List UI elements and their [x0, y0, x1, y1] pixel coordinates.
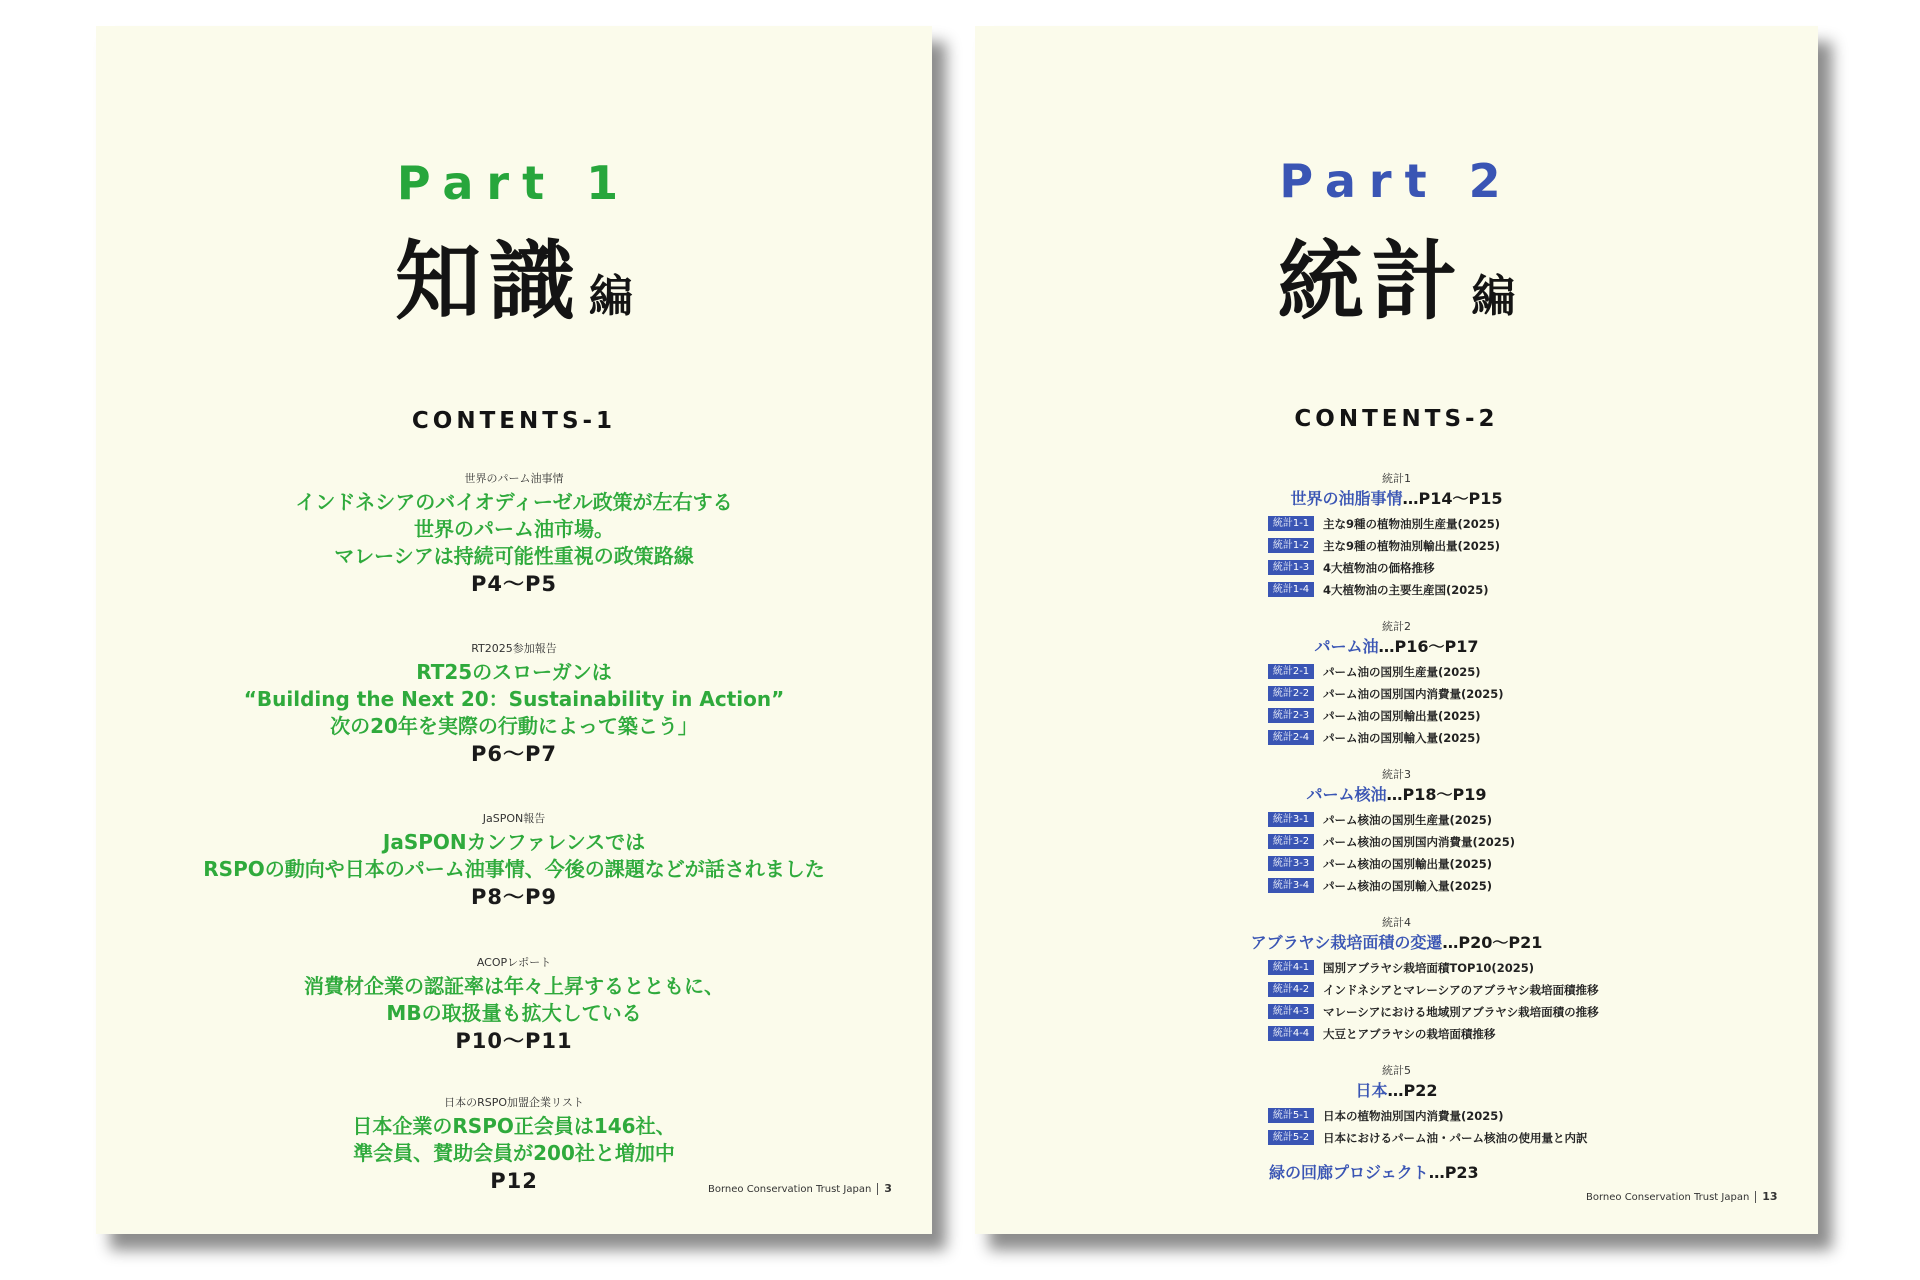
title-suffix: 編 [589, 271, 633, 322]
section-heading-pages: …P22 [1387, 1081, 1438, 1100]
entry-line: MBの取扱量も拡大している [386, 1001, 642, 1025]
section-category: 統計1 [1382, 472, 1411, 485]
entry-line: 世界のパーム油市場。 [414, 517, 614, 541]
entry-line: 日本企業のRSPO正会員は146社、 [352, 1114, 676, 1138]
stat-item [975, 535, 1818, 557]
entry-line: 準会員、賛助会員が200社と増加中 [353, 1141, 675, 1165]
footer-publisher: Borneo Conservation Trust Japan [1586, 1192, 1750, 1203]
stat-badge: 統計2-4 [1268, 730, 1314, 745]
stat-item [975, 831, 1818, 853]
contents-entry [96, 810, 932, 911]
section-heading-name: パーム核油 [1306, 785, 1387, 804]
contents-heading: CONTENTS-2 [1294, 406, 1499, 432]
section-heading [975, 488, 1818, 510]
section-category: 統計3 [1382, 768, 1411, 781]
stats-section [975, 914, 1818, 1045]
stat-item [975, 1023, 1818, 1045]
stat-badge: 統計2-2 [1268, 686, 1314, 701]
section-heading-name: 日本 [1355, 1081, 1388, 1100]
stat-badge: 統計2-1 [1268, 664, 1314, 679]
stat-item [975, 809, 1818, 831]
extra-contents-entry [1269, 1160, 1479, 1183]
stat-item [975, 957, 1818, 979]
page-number: 13 [1762, 1190, 1778, 1203]
entry-line: 次の20年を実際の行動によって築こう」 [330, 714, 698, 738]
footer-divider [1755, 1191, 1756, 1203]
title-main: 統計 [1277, 232, 1466, 332]
contents-entry [96, 470, 932, 598]
stat-item-text: 4大植物油の価格推移 [1323, 561, 1435, 575]
entry-category: JaSPON報告 [482, 812, 546, 825]
stat-item-text: パーム核油の国別国内消費量(2025) [1323, 835, 1516, 849]
section-heading-name: アブラヤシ栽培面積の変遷 [1250, 933, 1443, 952]
entry-category: 日本のRSPO加盟企業リスト [444, 1096, 584, 1109]
entry-line: “Building the Next 20：Sustainability in Action” [243, 687, 785, 711]
stat-item [975, 727, 1818, 749]
section-heading-name: パーム油 [1314, 637, 1379, 656]
entry-pages: P8～P9 [470, 885, 557, 909]
stat-badge: 統計1-4 [1268, 582, 1314, 597]
stat-badge: 統計1-3 [1268, 560, 1314, 575]
section-heading [975, 932, 1818, 954]
stats-section [975, 618, 1818, 749]
entry-line: RT25のスローガンは [416, 660, 612, 684]
entry-line: JaSPONカンファレンスでは [382, 830, 646, 854]
stat-item-text: パーム油の国別輸出量(2025) [1323, 709, 1481, 723]
stat-item-text: パーム油の国別国内消費量(2025) [1323, 687, 1504, 701]
stat-item-text: パーム油の国別輸入量(2025) [1323, 731, 1481, 745]
stat-item-text: インドネシアとマレーシアのアブラヤシ栽培面積推移 [1323, 983, 1599, 997]
stats-section [975, 1062, 1818, 1149]
stat-badge: 統計3-3 [1268, 856, 1314, 871]
footer-publisher: Borneo Conservation Trust Japan [708, 1184, 872, 1195]
extra-heading: 緑の回廊プロジェクト [1269, 1163, 1429, 1182]
page-footer [1586, 1190, 1778, 1203]
entry-pages: P4～P5 [470, 572, 557, 596]
stat-item [975, 853, 1818, 875]
section-heading [975, 1080, 1818, 1102]
stat-item [975, 705, 1818, 727]
stat-item-text: パーム油の国別生産量(2025) [1323, 665, 1481, 679]
stat-badge: 統計1-1 [1268, 516, 1314, 531]
stat-item-text: マレーシアにおける地域別アブラヤシ栽培面積の推移 [1323, 1005, 1599, 1019]
stat-item [975, 661, 1818, 683]
section-heading-pages: …P16～P17 [1378, 637, 1479, 656]
entry-line: RSPOの動向や日本のパーム油事情、今後の課題などが話されました [203, 857, 825, 881]
stat-badge: 統計4-1 [1268, 960, 1314, 975]
section-title [975, 212, 1818, 336]
page-number: 3 [884, 1182, 892, 1195]
stat-badge: 統計4-2 [1268, 982, 1314, 997]
stat-badge: 統計4-3 [1268, 1004, 1314, 1019]
stat-item-text: パーム核油の国別輸入量(2025) [1323, 879, 1493, 893]
stat-badge: 統計3-4 [1268, 878, 1314, 893]
stat-item-text: 国別アブラヤシ栽培面積TOP10(2025) [1323, 961, 1534, 975]
stat-item [975, 513, 1818, 535]
stat-badge: 統計1-2 [1268, 538, 1314, 553]
stat-item [975, 1127, 1818, 1149]
entry-pages: P12 [490, 1169, 538, 1193]
part-label: Part 2 [1279, 154, 1514, 208]
contents-entry [96, 954, 932, 1055]
stat-item-text: 主な9種の植物油別生産量(2025) [1323, 517, 1501, 531]
stat-item [975, 579, 1818, 601]
section-category: 統計5 [1382, 1064, 1411, 1077]
stats-section [975, 470, 1818, 601]
stat-item-text: 主な9種の植物油別輸出量(2025) [1323, 539, 1501, 553]
stat-item [975, 1001, 1818, 1023]
extra-pages: …P23 [1428, 1163, 1479, 1182]
stat-item [975, 1105, 1818, 1127]
entry-category: RT2025参加報告 [471, 642, 557, 655]
stat-item-text: 日本におけるパーム油・パーム核油の使用量と内訳 [1323, 1131, 1588, 1145]
stat-badge: 統計3-2 [1268, 834, 1314, 849]
stat-item [975, 875, 1818, 897]
section-category: 統計2 [1382, 620, 1411, 633]
right-page [975, 26, 1818, 1234]
contents-entry [96, 1094, 932, 1195]
section-title [96, 212, 932, 336]
section-heading-pages: …P18～P19 [1386, 785, 1487, 804]
stat-item-text: パーム核油の国別生産量(2025) [1323, 813, 1493, 827]
section-heading [975, 636, 1818, 658]
title-main: 知識 [395, 232, 583, 332]
stat-badge: 統計3-1 [1268, 812, 1314, 827]
stats-section [975, 766, 1818, 897]
section-category: 統計4 [1382, 916, 1411, 929]
title-suffix: 編 [1471, 271, 1516, 322]
stat-item [975, 683, 1818, 705]
entry-pages: P10～P11 [455, 1029, 573, 1053]
entry-line: マレーシアは持続可能性重視の政策路線 [334, 544, 694, 568]
stat-item-text: パーム核油の国別輸出量(2025) [1323, 857, 1493, 871]
footer-divider [877, 1183, 878, 1195]
entry-line: 消費材企業の認証率は年々上昇するとともに、 [304, 974, 724, 998]
part-label: Part 1 [396, 156, 632, 210]
stat-badge: 統計4-4 [1268, 1026, 1314, 1041]
entry-pages: P6～P7 [470, 742, 557, 766]
page-footer [708, 1182, 892, 1195]
stat-badge: 統計5-1 [1268, 1108, 1314, 1123]
entry-category: 世界のパーム油事情 [464, 472, 564, 485]
section-heading [975, 784, 1818, 806]
section-heading-pages: …P14～P15 [1402, 489, 1503, 508]
contents-heading: CONTENTS-1 [411, 408, 617, 434]
section-heading-pages: …P20～P21 [1442, 933, 1543, 952]
entry-line: インドネシアのバイオディーゼル政策が左右する [295, 490, 733, 514]
contents-entry [96, 640, 932, 768]
stat-item-text: 大豆とアブラヤシの栽培面積推移 [1323, 1027, 1496, 1041]
left-page [96, 26, 932, 1234]
stat-badge: 統計2-3 [1268, 708, 1314, 723]
entry-category: ACOPレポート [476, 956, 552, 969]
stat-item-text: 4大植物油の主要生産国(2025) [1323, 583, 1489, 597]
stat-item [975, 557, 1818, 579]
section-heading-name: 世界の油脂事情 [1290, 489, 1403, 508]
stat-badge: 統計5-2 [1268, 1130, 1314, 1145]
stat-item-text: 日本の植物油別国内消費量(2025) [1323, 1109, 1504, 1123]
stat-item [975, 979, 1818, 1001]
